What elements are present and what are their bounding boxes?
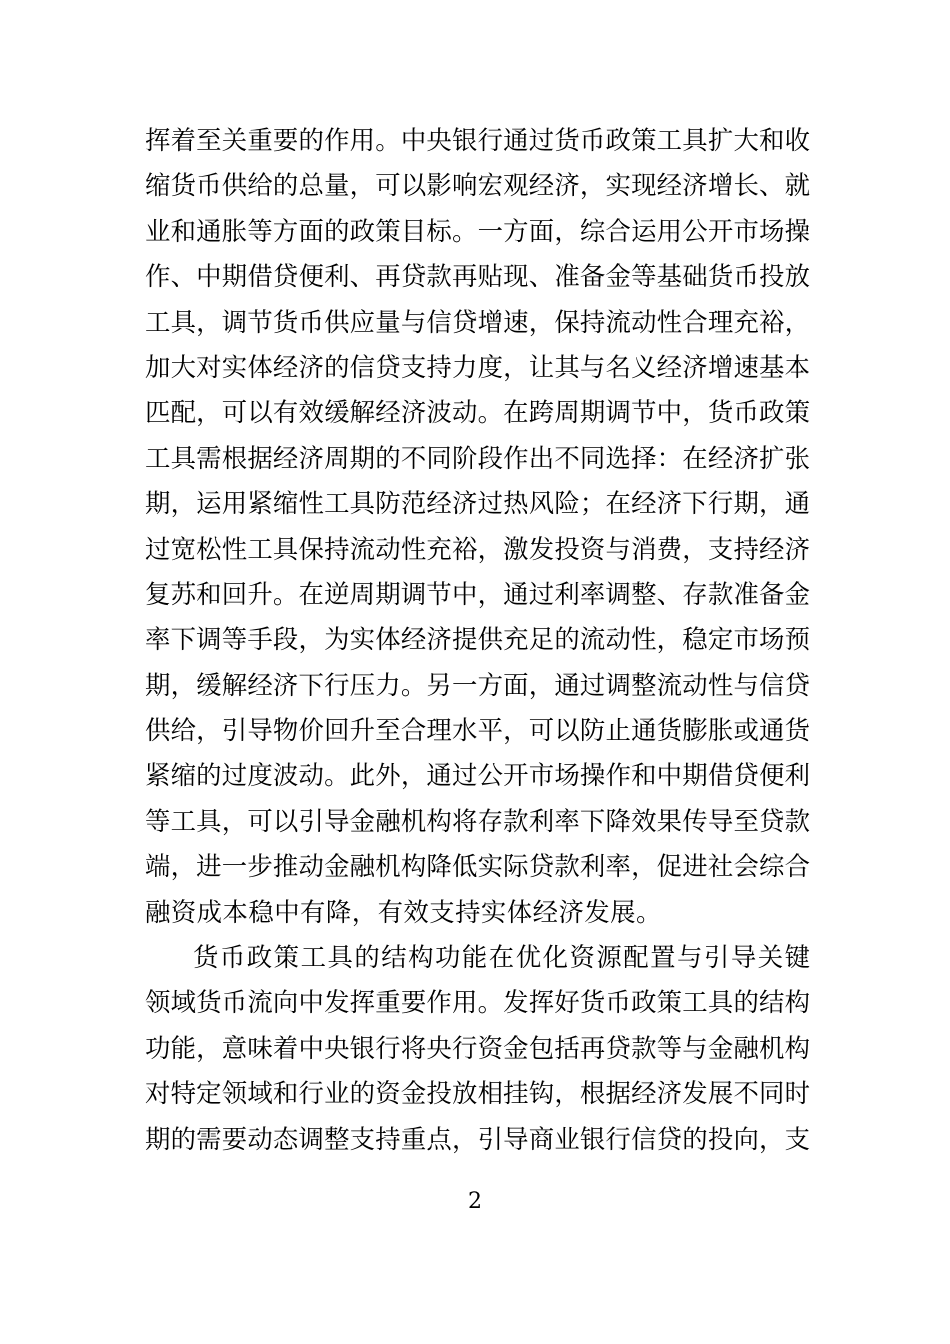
text-line: 业和通胀等方面的政策目标。一方面，综合运用公开市场操: [145, 215, 810, 246]
text-line: 挥着至关重要的作用。中央银行通过货币政策工具扩大和收: [145, 125, 810, 155]
text-line: 期，缓解经济下行压力。另一方面，通过调整流动性与信贷: [145, 669, 810, 700]
text-line: 期的需要动态调整支持重点，引导商业银行信贷的投向，支: [145, 1123, 810, 1154]
paragraph-1: [145, 118, 810, 935]
text-line: 复苏和回升。在逆周期调节中，通过利率调整、存款准备金: [145, 578, 810, 609]
text-line: 过宽松性工具保持流动性充裕，激发投资与消费，支持经济: [145, 533, 810, 564]
text-line: 货币政策工具的结构功能在优化资源配置与引导关键: [193, 942, 810, 973]
text-line: 功能，意味着中央银行将央行资金包括再贷款等与金融机构: [145, 1032, 810, 1063]
text-line: 工具，调节货币供应量与信贷增速，保持流动性合理充裕，: [145, 306, 810, 337]
text-line: 供给，引导物价回升至合理水平，可以防止通货膨胀或通货: [145, 715, 810, 746]
text-line: 工具需根据经济周期的不同阶段作出不同选择：在经济扩张: [145, 442, 810, 473]
text-line: 紧缩的过度波动。此外，通过公开市场操作和中期借贷便利: [145, 760, 810, 791]
text-line: 加大对实体经济的信贷支持力度，让其与名义经济增速基本: [145, 351, 810, 382]
text-line: 对特定领域和行业的资金投放相挂钩，根据经济发展不同时: [145, 1078, 810, 1109]
text-line: 率下调等手段，为实体经济提供充足的流动性，稳定市场预: [145, 624, 810, 655]
paragraph-2: [145, 935, 810, 1162]
text-line: 缩货币供给的总量，可以影响宏观经济，实现经济增长、就: [145, 170, 810, 201]
text-line: 作、中期借贷便利、再贷款再贴现、准备金等基础货币投放: [145, 261, 810, 292]
text-line: 期，运用紧缩性工具防范经济过热风险；在经济下行期，通: [145, 488, 810, 519]
text-line: 领域货币流向中发挥重要作用。发挥好货币政策工具的结构: [145, 987, 810, 1018]
text-line: 端，进一步推动金融机构降低实际贷款利率，促进社会综合: [145, 851, 810, 882]
text-line: 融资成本稳中有降，有效支持实体经济发展。: [145, 896, 662, 927]
text-line: 匹配，可以有效缓解经济波动。在跨周期调节中，货币政策: [145, 397, 810, 428]
page-number: 2: [468, 1189, 482, 1214]
text-line: 等工具，可以引导金融机构将存款利率下降效果传导至贷款: [145, 805, 810, 836]
document-body: [145, 118, 810, 1162]
